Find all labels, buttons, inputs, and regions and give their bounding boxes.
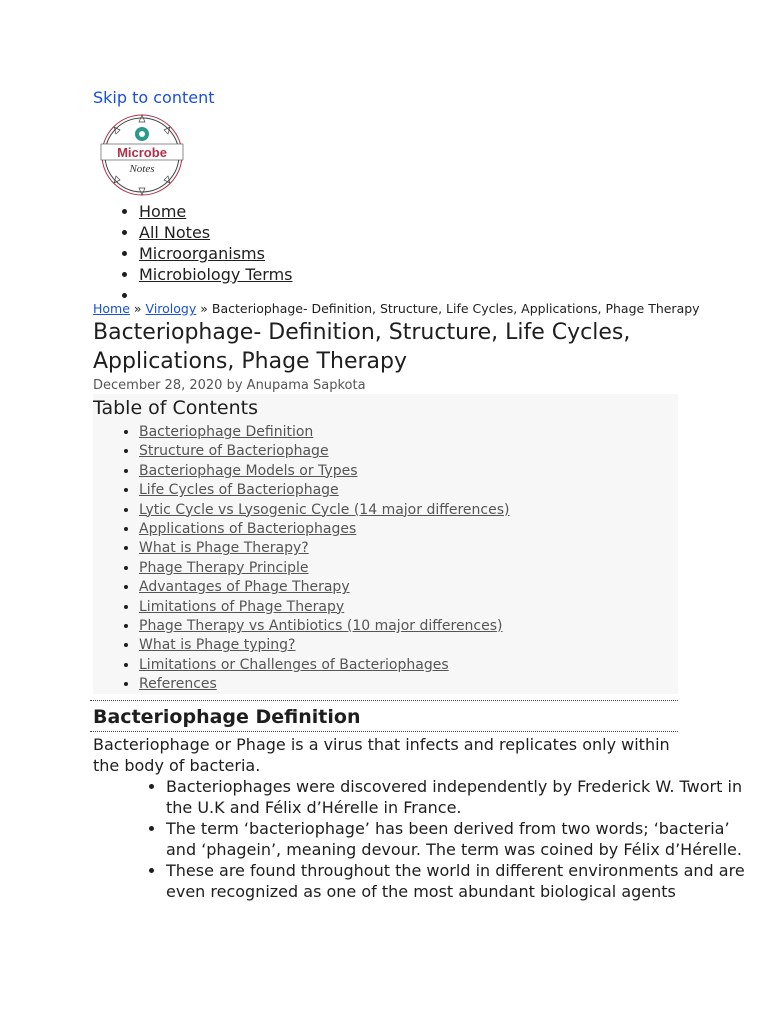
divider-bottom bbox=[90, 731, 678, 732]
toc-link[interactable]: References bbox=[139, 676, 217, 693]
nav-link-microbiology-terms[interactable]: Microbiology Terms bbox=[139, 265, 293, 284]
nav-item-microorganisms bbox=[139, 243, 293, 264]
logo-text-notes: Notes bbox=[129, 163, 155, 175]
list-item: • The term ‘bacteriophage’ has been derived from two words; ‘bacteria’ and ‘phagein’, meaning devour. The term was coined by Félix d’Hérelle. bbox=[166, 818, 751, 860]
toc-item bbox=[139, 462, 678, 481]
toc-link[interactable]: What is Phage typing? bbox=[139, 637, 296, 654]
post-author[interactable]: Anupama Sapkota bbox=[246, 378, 366, 393]
skip-to-content-link[interactable]: Skip to content bbox=[93, 88, 215, 107]
list-item: • These are found throughout the world in different environments and are even recognized as one of the most abundant biological agents bbox=[166, 860, 751, 902]
toc-item bbox=[139, 598, 678, 617]
post-by: by bbox=[226, 378, 243, 393]
toc-item bbox=[139, 501, 678, 520]
section-bullets bbox=[93, 776, 751, 902]
nav-item-microbiology-terms bbox=[139, 264, 293, 285]
toc-link[interactable]: Phage Therapy vs Antibiotics (10 major differences) bbox=[139, 618, 503, 635]
main-nav bbox=[93, 201, 293, 306]
list-item: • Bacteriophages were discovered independently by Frederick W. Twort in the U.K and Félix d’Hérelle in France. bbox=[166, 776, 751, 818]
divider-top bbox=[90, 700, 678, 701]
toc-link[interactable]: What is Phage Therapy? bbox=[139, 540, 309, 557]
post-meta bbox=[93, 377, 366, 394]
toc-item bbox=[139, 675, 678, 694]
nav-link-all-notes[interactable]: All Notes bbox=[139, 223, 211, 242]
breadcrumb bbox=[93, 301, 700, 317]
table-of-contents bbox=[93, 394, 678, 694]
section-heading: Bacteriophage Definition bbox=[93, 706, 361, 728]
toc-item bbox=[139, 481, 678, 500]
toc-link[interactable]: Bacteriophage Models or Types bbox=[139, 462, 358, 479]
logo-text-microbe: Microbe bbox=[117, 145, 167, 160]
toc-item bbox=[139, 539, 678, 558]
post-date: December 28, 2020 bbox=[93, 378, 223, 393]
site-logo[interactable] bbox=[95, 112, 189, 198]
toc-list bbox=[93, 423, 678, 695]
toc-link[interactable]: Structure of Bacteriophage bbox=[139, 443, 329, 460]
page-title: Bacteriophage- Definition, Structure, Life Cycles, Applications, Phage Therapy bbox=[93, 320, 631, 374]
nav-item-all-notes bbox=[139, 222, 293, 243]
toc-link[interactable]: Life Cycles of Bacteriophage bbox=[139, 482, 339, 499]
toc-link[interactable]: Applications of Bacteriophages bbox=[139, 521, 357, 538]
toc-link[interactable]: Bacteriophage Definition bbox=[139, 424, 314, 440]
toc-item bbox=[139, 656, 678, 675]
toc-item bbox=[139, 442, 678, 461]
toc-item bbox=[139, 559, 678, 578]
nav-link-microorganisms[interactable]: Microorganisms bbox=[139, 244, 265, 263]
toc-item bbox=[139, 423, 678, 442]
nav-link-home[interactable]: Home bbox=[139, 202, 187, 221]
toc-link[interactable]: Limitations of Phage Therapy bbox=[139, 598, 345, 615]
breadcrumb-current: Bacteriophage- Definition, Structure, Life Cycles, Applications, Phage Therapy bbox=[211, 301, 700, 316]
breadcrumb-separator: » bbox=[200, 301, 208, 316]
toc-link[interactable]: Limitations or Challenges of Bacteriophages bbox=[139, 656, 449, 673]
toc-item bbox=[139, 617, 678, 636]
breadcrumb-home-link[interactable]: Home bbox=[93, 301, 130, 316]
nav-item-home bbox=[139, 201, 293, 222]
toc-link[interactable]: Lytic Cycle vs Lysogenic Cycle (14 major differences) bbox=[139, 501, 510, 518]
toc-item bbox=[139, 578, 678, 597]
breadcrumb-virology-link[interactable]: Virology bbox=[145, 301, 197, 316]
toc-item bbox=[139, 636, 678, 655]
toc-title: Table of Contents bbox=[93, 397, 258, 419]
toc-item bbox=[139, 520, 678, 539]
microbe-notes-logo bbox=[95, 112, 189, 198]
breadcrumb-separator: » bbox=[133, 301, 142, 316]
section-intro: Bacteriophage or Phage is a virus that infects and replicates only within the body of bacteria. bbox=[93, 735, 670, 775]
toc-link[interactable]: Phage Therapy Principle bbox=[139, 559, 309, 576]
toc-link[interactable]: Advantages of Phage Therapy bbox=[139, 579, 350, 596]
